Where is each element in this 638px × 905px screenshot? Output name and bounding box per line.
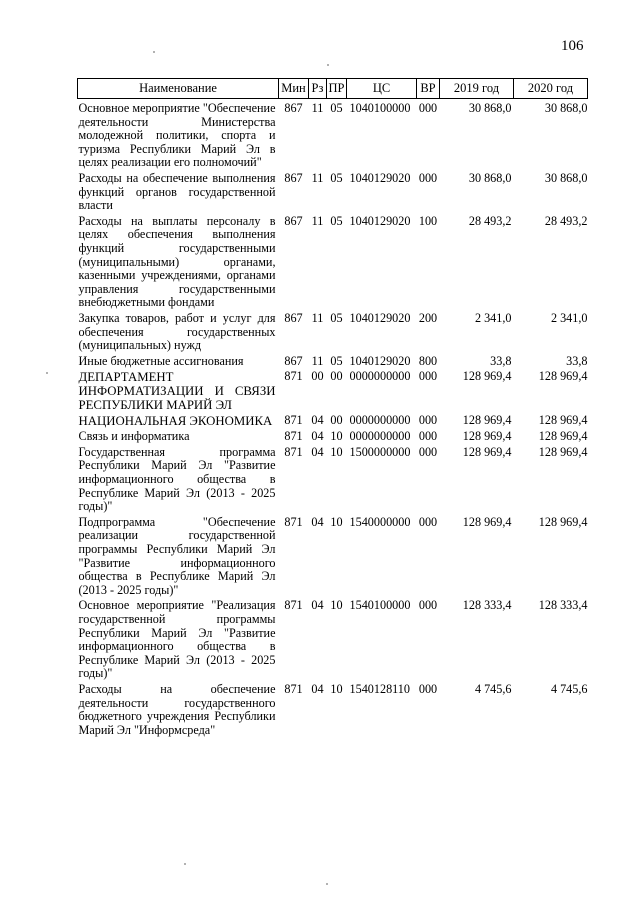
cell-pr: 05 <box>330 213 343 228</box>
table-row <box>78 414 588 430</box>
cell-rz: 11 <box>311 101 324 115</box>
cell-name: Основное мероприятие "Реализация государственной программы Республики Марий Эл "Развитие информационного общества в Республике Марий Эл (2013 - 2025 годы)" <box>78 598 276 681</box>
cell-vr: 000 <box>418 444 438 459</box>
table-row <box>78 446 588 516</box>
cell-cs: 1040129020 <box>349 170 411 185</box>
cell-min: 871 <box>284 514 303 529</box>
scan-speck <box>184 863 186 865</box>
header-cs: ЦС <box>347 79 417 99</box>
cell-rz: 11 <box>311 353 324 368</box>
cell-2020: 2 341,0 <box>550 310 588 325</box>
table-row <box>78 599 588 683</box>
cell-vr: 000 <box>418 598 438 613</box>
page-number: 106 <box>561 38 584 54</box>
cell-min: 871 <box>284 444 303 459</box>
cell-cs: 1040100000 <box>349 101 411 115</box>
cell-2020: 30 868,0 <box>544 101 588 115</box>
cell-2020: 128 969,4 <box>538 514 588 529</box>
cell-name: НАЦИОНАЛЬНАЯ ЭКОНОМИКА <box>78 414 273 429</box>
cell-2020: 128 969,4 <box>538 369 588 384</box>
cell-name: Расходы на обеспечение выполнения функций органов государственной власти <box>78 170 276 213</box>
cell-2020: 128 969,4 <box>538 429 588 444</box>
cell-min: 867 <box>284 213 303 228</box>
cell-vr: 000 <box>418 369 438 384</box>
cell-cs: 0000000000 <box>349 429 411 444</box>
cell-2019: 30 868,0 <box>468 170 512 185</box>
cell-name: Расходы на обеспечение деятельности государственного бюджетного учреждения Республики Марий Эл "Информсреда" <box>78 681 276 737</box>
cell-cs: 1040129020 <box>349 213 411 228</box>
cell-cs: 1500000000 <box>349 444 411 459</box>
cell-min: 867 <box>284 310 303 325</box>
cell-min: 867 <box>284 353 303 368</box>
cell-rz: 11 <box>311 310 324 325</box>
cell-name: Государственная программа Республики Марий Эл "Развитие информационного общества в Республике Марий Эл (2013 - 2025 годы)" <box>78 444 276 514</box>
cell-min: 871 <box>284 598 303 613</box>
header-pr: ПР <box>327 79 347 99</box>
cell-2020: 128 333,4 <box>538 598 588 613</box>
table-row <box>78 683 588 739</box>
header-rz: Рз <box>309 79 327 99</box>
table-body <box>78 99 588 740</box>
cell-min: 867 <box>284 101 303 115</box>
cell-pr: 05 <box>330 310 343 325</box>
table-row <box>78 370 588 414</box>
scan-speck <box>153 51 155 53</box>
cell-cs: 0000000000 <box>349 369 411 384</box>
cell-rz: 04 <box>311 681 324 696</box>
cell-name: Закупка товаров, работ и услуг для обеспечения государственных (муниципальных) нужд <box>78 310 276 353</box>
cell-2019: 4 745,6 <box>474 681 512 696</box>
cell-vr: 100 <box>418 213 438 228</box>
cell-2019: 128 969,4 <box>462 444 512 459</box>
header-name: Наименование <box>78 79 279 99</box>
cell-pr: 05 <box>330 353 343 368</box>
cell-name: Расходы на выплаты персоналу в целях обеспечения выполнения функций государственными (муниципальными) органами, казенными учреждениями, органами управления государственными внебюджетными фондами <box>78 213 276 310</box>
cell-pr: 05 <box>330 170 343 185</box>
table-row <box>78 99 588 172</box>
cell-name: Связь и информатика <box>78 429 190 444</box>
cell-2020: 30 868,0 <box>544 170 588 185</box>
cell-2020: 128 969,4 <box>538 444 588 459</box>
cell-name: Основное мероприятие "Обеспечение деятельности Министерства молодежной политики, спорта и туризма Республики Марий Эл в целях реализации его полномочий" <box>78 101 276 170</box>
cell-2020: 128 969,4 <box>538 413 588 428</box>
cell-pr: 10 <box>330 444 343 459</box>
header-2020: 2020 год <box>514 79 588 99</box>
cell-vr: 000 <box>418 413 438 428</box>
cell-2019: 128 333,4 <box>462 598 512 613</box>
cell-rz: 04 <box>311 598 324 613</box>
table-row <box>78 430 588 446</box>
cell-min: 871 <box>284 681 303 696</box>
header-2019: 2019 год <box>440 79 514 99</box>
cell-2019: 33,8 <box>490 353 512 368</box>
cell-name: ДЕПАРТАМЕНТ ИНФОРМАТИЗАЦИИ И СВЯЗИ РЕСПУБЛИКИ МАРИЙ ЭЛ <box>78 370 276 413</box>
cell-name: Подпрограмма "Обеспечение реализации государственной программы Республики Марий Эл "Развитие информационного общества в Республике Марий Эл (2013 - 2025 годы)" <box>78 514 276 597</box>
cell-min: 871 <box>284 413 303 428</box>
table-row <box>78 355 588 371</box>
cell-2020: 4 745,6 <box>550 681 588 696</box>
cell-vr: 000 <box>418 429 438 444</box>
cell-vr: 800 <box>418 353 438 368</box>
cell-pr: 00 <box>330 369 343 384</box>
cell-2019: 128 969,4 <box>462 369 512 384</box>
cell-cs: 1040129020 <box>349 353 411 368</box>
cell-pr: 10 <box>330 681 343 696</box>
cell-rz: 04 <box>311 444 324 459</box>
cell-cs: 1540100000 <box>349 598 411 613</box>
cell-pr: 10 <box>330 598 343 613</box>
cell-min: 871 <box>284 429 303 444</box>
cell-vr: 000 <box>418 170 438 185</box>
cell-2020: 28 493,2 <box>544 213 588 228</box>
scan-speck <box>46 372 48 374</box>
cell-rz: 04 <box>311 429 324 444</box>
cell-rz: 04 <box>311 413 324 428</box>
cell-pr: 10 <box>330 429 343 444</box>
table-row <box>78 312 588 355</box>
cell-vr: 000 <box>418 101 438 115</box>
scan-speck <box>327 64 329 66</box>
cell-2019: 128 969,4 <box>462 429 512 444</box>
header-vr: ВР <box>417 79 440 99</box>
cell-2019: 28 493,2 <box>468 213 512 228</box>
cell-rz: 11 <box>311 213 324 228</box>
cell-vr: 000 <box>418 514 438 529</box>
cell-pr: 05 <box>330 101 343 115</box>
cell-pr: 10 <box>330 514 343 529</box>
table-row <box>78 516 588 600</box>
cell-cs: 1540128110 <box>349 681 410 696</box>
cell-rz: 04 <box>311 514 324 529</box>
cell-pr: 00 <box>330 413 343 428</box>
cell-2019: 2 341,0 <box>474 310 512 325</box>
cell-2019: 128 969,4 <box>462 413 512 428</box>
cell-cs: 1040129020 <box>349 310 411 325</box>
cell-name: Иные бюджетные ассигнования <box>78 353 244 368</box>
cell-2019: 128 969,4 <box>462 514 512 529</box>
cell-cs: 1540000000 <box>349 514 411 529</box>
cell-cs: 0000000000 <box>349 413 411 428</box>
budget-table <box>77 78 588 739</box>
cell-2019: 30 868,0 <box>468 101 512 115</box>
table-row <box>78 172 588 215</box>
cell-rz: 11 <box>311 170 324 185</box>
cell-min: 867 <box>284 170 303 185</box>
cell-2020: 33,8 <box>566 353 588 368</box>
cell-vr: 000 <box>418 681 438 696</box>
cell-min: 871 <box>284 369 303 384</box>
cell-vr: 200 <box>418 310 438 325</box>
cell-rz: 00 <box>311 369 324 384</box>
header-min: Мин <box>279 79 309 99</box>
table-row <box>78 215 588 312</box>
table-header <box>78 79 588 99</box>
scan-speck <box>326 883 328 885</box>
